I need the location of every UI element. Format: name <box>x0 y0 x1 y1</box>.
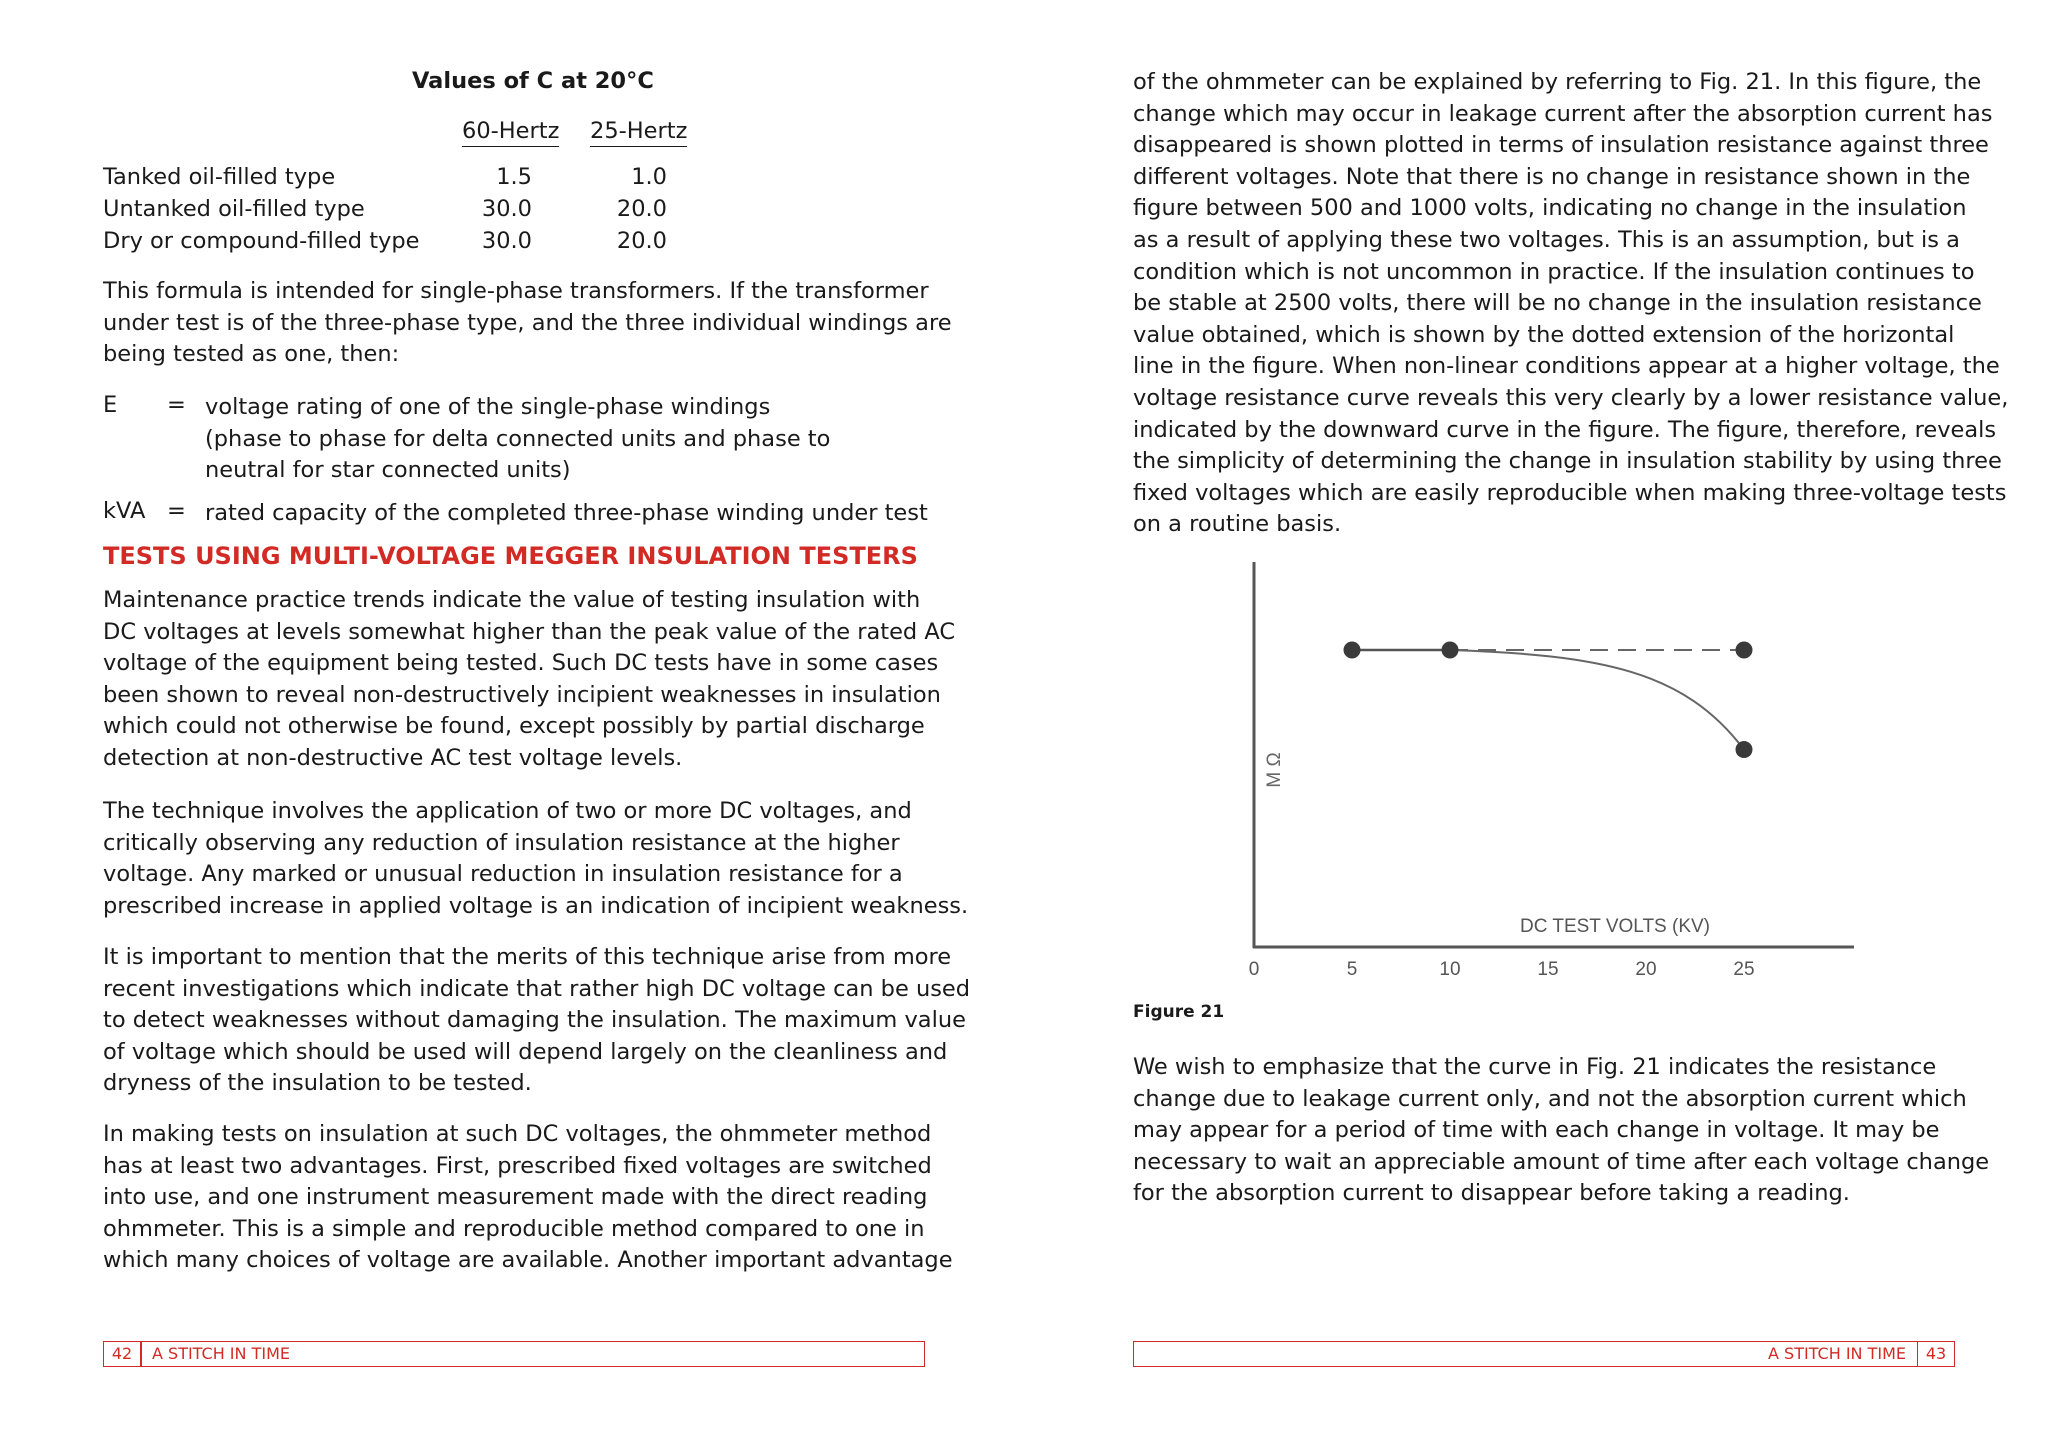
page-footer <box>103 1341 925 1367</box>
body-paragraph: In making tests on insulation at such DC voltages, the ohmmeter method has at least two advantages. First, prescribed fixed voltages are switched into use, and one instrument measurement made with the direct reading ohmmeter. This is a simple and reproducible method compared to one in which many choices of voltage are available. Another important advantage <box>103 1121 953 1274</box>
footer-title: A STITCH IN TIME <box>1768 1344 1906 1363</box>
body-paragraph: of the ohmmeter can be explained by referring to Fig. 21. In this figure, the change which may occur in leakage current after the absorption current has disappeared is shown plotted in terms of insulation resistance against three different voltages. Note that there is no change in resistance shown in the figure between 500 and 1000 volts, indicating no change in the insulation as a result of applying these two voltages. This is an assumption, but is a condition which is not uncommon in practice. If the insulation continues to be stable at 2500 volts, there will be no change in the insulation resistance value obtained, which is shown by the dotted extension of the horizontal line in the figure. When non-linear conditions appear at a higher voltage, the voltage resistance curve reveals this very clearly by a lower resistance value, indicated by the downward curve in the figure. The figure, therefore, reveals the simplicity of determining the change in insulation stability by using three fixed voltages which are easily reproducible when making three-voltage tests on a routine basis. <box>1133 69 2009 538</box>
page-number: 43 <box>1925 1344 1947 1363</box>
table-title: Values of C at 20°C <box>412 68 654 94</box>
footer-title: A STITCH IN TIME <box>152 1344 290 1363</box>
x-tick-label: 10 <box>1439 959 1461 980</box>
data-point <box>1442 642 1459 659</box>
table-cell: 30.0 <box>481 228 532 254</box>
figure-caption: Figure 21 <box>1133 1002 1225 1022</box>
x-tick-label: 5 <box>1346 959 1358 980</box>
data-point <box>1736 741 1753 758</box>
figure-21-chart <box>1220 550 1880 990</box>
page-number: 42 <box>111 1344 133 1363</box>
table-cell: 30.0 <box>481 196 532 222</box>
x-tick-label: 20 <box>1635 959 1657 980</box>
x-tick-label: 15 <box>1537 959 1559 980</box>
definition-equals: = <box>167 392 186 418</box>
x-axis-label: DC TEST VOLTS (KV) <box>1519 916 1711 937</box>
table-row-label: Untanked oil-filled type <box>103 196 365 222</box>
intro-paragraph: This formula is intended for single-phase transformers. If the transformer under test is of the three-phase type, and the three individual windings are being tested as one, then: <box>103 278 952 368</box>
table-cell: 20.0 <box>616 228 667 254</box>
page-footer <box>1133 1341 1955 1367</box>
table-cell: 1.0 <box>631 164 667 190</box>
table-cell: 1.5 <box>496 164 532 190</box>
column-header-25hz: 25-Hertz <box>590 118 687 147</box>
body-paragraph: It is important to mention that the merits of this technique arise from more recent investigations which indicate that rather high DC voltage can be used to detect weaknesses without damaging the insulation. The maximum value of voltage which should be used will depend largely on the cleanliness and dryness of the insulation to be tested. <box>103 944 971 1097</box>
section-heading: TESTS USING MULTI-VOLTAGE MEGGER INSULATION TESTERS <box>103 542 918 570</box>
series-curve-downward <box>1450 650 1744 750</box>
definition-term: E <box>103 392 118 418</box>
definition-term: kVA <box>103 498 146 524</box>
footer-divider <box>140 1342 142 1366</box>
body-paragraph: We wish to emphasize that the curve in Fig. 21 indicates the resistance change due to leakage current only, and not the absorption current which may appear for a period of time with each change in voltage. It may be necessary to wait an appreciable amount of time after each voltage change for the absorption current to disappear before taking a reading. <box>1133 1054 1990 1207</box>
data-point <box>1736 642 1753 659</box>
definition-text: voltage rating of one of the single-phase windings (phase to phase for delta connected units and phase to neutral for star connected units) <box>205 394 831 484</box>
body-paragraph: Maintenance practice trends indicate the value of testing insulation with DC voltages at levels somewhat higher than the peak value of the rated AC voltage of the equipment being tested. Such DC tests have in some cases been shown to reveal non-destructively incipient weaknesses in insulation which could not otherwise be found, except possibly by partial discharge detection at non-destructive AC test voltage levels. <box>103 587 956 771</box>
table-row-label: Tanked oil-filled type <box>103 164 336 190</box>
column-header-60hz: 60-Hertz <box>462 118 559 147</box>
body-paragraph: The technique involves the application of two or more DC voltages, and critically observing any reduction of insulation resistance at the higher voltage. Any marked or unusual reduction in insulation resistance for a prescribed increase in applied voltage is an indication of incipient weakness. <box>103 798 969 919</box>
x-tick-label: 0 <box>1248 959 1260 980</box>
y-axis-label: M Ω <box>1264 752 1285 788</box>
definition-text: rated capacity of the completed three-phase winding under test <box>205 500 928 526</box>
table-row-label: Dry or compound-filled type <box>103 228 420 254</box>
data-point <box>1344 642 1361 659</box>
x-tick-label: 25 <box>1733 959 1755 980</box>
table-cell: 20.0 <box>616 196 667 222</box>
definition-equals: = <box>167 498 186 524</box>
